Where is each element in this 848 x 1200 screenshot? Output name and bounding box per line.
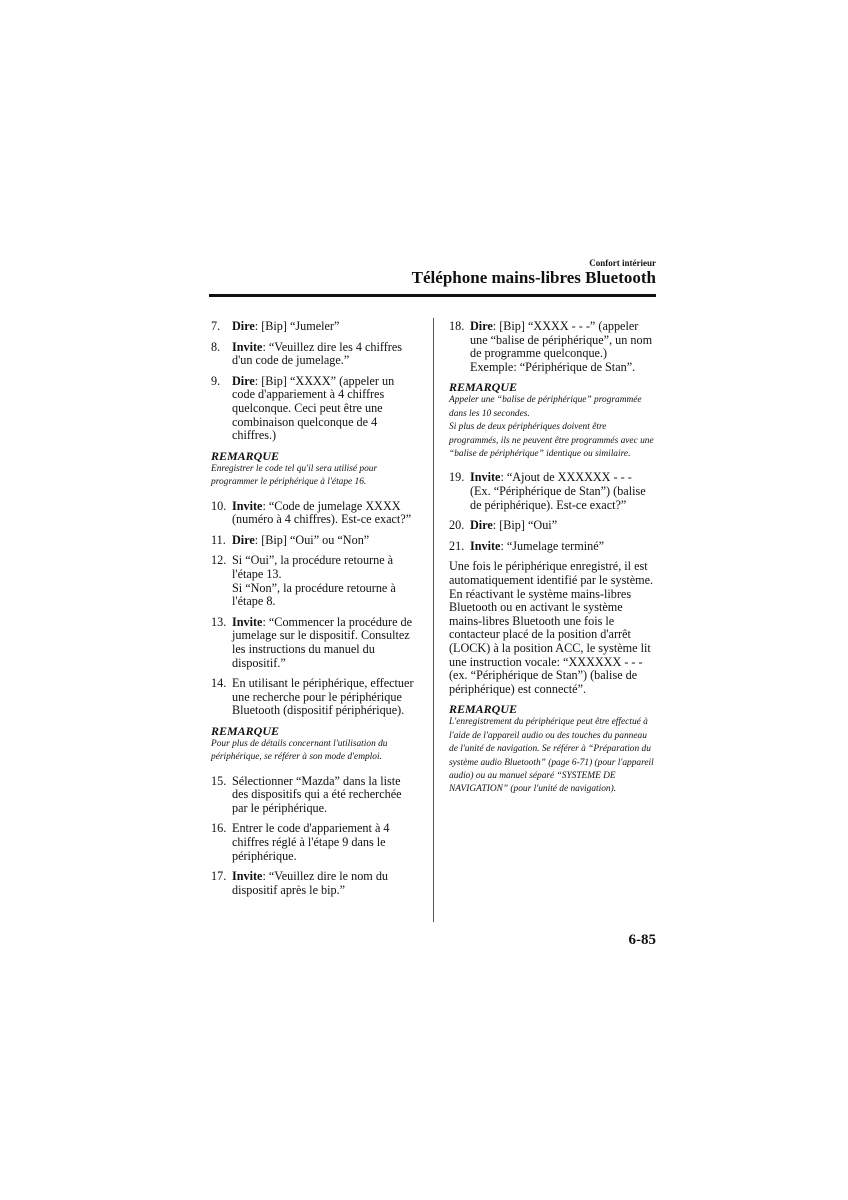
step-text: Sélectionner “Mazda” dans la liste des dispositifs qui a été recherchée par le périphérique.	[232, 773, 402, 815]
step-body: Si “Oui”, la procédure retourne à l'étape 13.	[232, 553, 394, 581]
step-number: 8.	[211, 339, 221, 354]
step-13	[211, 616, 419, 670]
note-line: Appeler une “balise de périphérique” programmée dans les 10 secondes.	[449, 395, 642, 419]
step-body: : [Bip] “XXXX - - -” (appeler une “balise de périphérique”, un nom de programme quelconque.)	[470, 319, 653, 361]
step-12	[211, 554, 419, 608]
step-label: Invite	[232, 498, 263, 513]
step-text	[232, 320, 419, 334]
step-body: : [Bip] “Jumeler”	[254, 319, 340, 333]
step-body: : “Code de jumelage XXXX (numéro à 4 chiffres). Est-ce exact?”	[232, 498, 412, 527]
step-body: : “Veuillez dire les 4 chiffres d'un code de jumelage.”	[232, 339, 403, 368]
step-text: Entrer le code d'appariement à 4 chiffres réglé à l'étape 9 dans le périphérique.	[232, 821, 390, 863]
note-heading: REMARQUE	[211, 448, 280, 463]
step-label: Dire	[232, 373, 255, 388]
step-label: Invite	[470, 470, 501, 485]
step-body: : “Veuillez dire le nom du dispositif après le bip.”	[232, 869, 389, 897]
step-body: : “Commencer la procédure de jumelage sur le dispositif. Consultez les instructions du manuel du dispositif.”	[232, 614, 413, 670]
step-number: 15.	[211, 773, 227, 788]
right-column	[449, 320, 655, 807]
step-20	[449, 519, 655, 533]
step-17	[211, 870, 419, 897]
step-body: : “Jumelage terminé”	[500, 538, 605, 553]
step-text	[232, 616, 419, 670]
step-number: 7.	[211, 319, 221, 333]
step-text: En utilisant le périphérique, effectuer une recherche pour le périphérique Bluetooth (dispositif périphérique).	[232, 676, 414, 718]
step-number: 21.	[449, 538, 465, 553]
page-number: 6-85	[628, 932, 656, 948]
step-number: 16.	[211, 821, 227, 836]
step-text	[232, 375, 419, 443]
step-text	[470, 540, 655, 554]
step-number: 19.	[449, 470, 465, 485]
note-heading: REMARQUE	[449, 380, 518, 395]
step-body: : [Bip] “Oui” ou “Non”	[254, 532, 370, 547]
step-text	[232, 870, 419, 897]
step-example: Exemple: “Périphérique de Stan”.	[470, 359, 636, 374]
step-text	[232, 554, 419, 608]
step-body: : [Bip] “Oui”	[492, 518, 558, 533]
step-body: : [Bip] “XXXX” (appeler un code d'appariement à 4 chiffres quelconque. Ceci peut être une combinaison quelconque de 4 chiffres.)	[232, 373, 395, 443]
step-text	[470, 519, 655, 533]
step-number: 11.	[211, 532, 226, 547]
step-text	[470, 320, 655, 374]
section-label: Confort intérieur	[589, 258, 656, 268]
note-heading: REMARQUE	[449, 702, 518, 717]
step-10	[211, 500, 419, 527]
step-16	[211, 822, 419, 863]
step-21	[449, 540, 655, 554]
note-heading: REMARQUE	[211, 723, 280, 738]
step-text	[232, 500, 419, 527]
step-19	[449, 471, 655, 512]
step-label: Invite	[232, 339, 263, 354]
step-number: 13.	[211, 614, 227, 629]
step-number: 12.	[211, 553, 227, 568]
step-14	[211, 677, 419, 718]
step-11	[211, 534, 419, 548]
step-label: Invite	[232, 869, 263, 884]
step-body: : “Ajout de XXXXXX - - - (Ex. “Périphérique de Stan”) (balise de périphérique). Est-ce exact?”	[470, 470, 646, 512]
step-label: Dire	[232, 319, 255, 333]
note-text: L'enregistrement du périphérique peut être effectué à l'aide de l'appareil audio ou des touches du panneau de l'unité de navigation. Se référer à “Préparation du système audio Bluetooth” (page 6-71) (pour l'appareil audio) ou au manuel séparé “SYSTEME DE NAVIGATION” (pour l'unité de navigation).	[449, 717, 654, 795]
step-number: 14.	[211, 676, 227, 691]
step-text	[232, 534, 419, 548]
step-label: Invite	[470, 538, 501, 553]
step-7	[211, 320, 419, 334]
note-text: Enregistrer le code tel qu'il sera utilisé pour programmer le périphérique à l'étape 16.	[211, 463, 378, 488]
step-18	[449, 320, 655, 374]
step-label: Invite	[232, 614, 263, 629]
note-text: Pour plus de détails concernant l'utilisation du périphérique, se référer à son mode d'emploi.	[211, 738, 388, 763]
step-number: 10.	[211, 498, 227, 513]
page-title: Téléphone mains-libres Bluetooth	[411, 268, 656, 287]
step-label: Dire	[470, 518, 493, 533]
step-number: 9.	[211, 373, 221, 388]
step-text	[232, 341, 419, 368]
note-line: Si plus de deux périphériques doivent être programmés, ils ne peuvent être programmés avec une “balise de périphérique” identique ou similaire.	[449, 422, 654, 459]
step-label: Dire	[470, 319, 493, 333]
step-15	[211, 775, 419, 816]
body-paragraph: Une fois le périphérique enregistré, il est automatiquement identifié par le système. En réactivant le système mains-libres Bluetooth ou en activant le système mains-libres Bluetooth une fois le contacteur placé de la position d'arrêt (LOCK) à la position ACC, le système lit une instruction vocale: “XXXXXX - - - (ex. “Périphérique de Stan”) (balise de périphérique) est connecté”.	[449, 559, 654, 696]
note-text	[449, 394, 655, 461]
step-body: Si “Non”, la procédure retourne à l'étape 8.	[232, 580, 396, 609]
step-number: 20.	[449, 518, 465, 533]
column-divider	[433, 318, 434, 922]
step-number: 18.	[449, 319, 465, 333]
title-rule	[209, 294, 656, 297]
step-label: Dire	[232, 532, 255, 547]
left-column	[211, 320, 419, 904]
step-9	[211, 375, 419, 443]
step-text	[470, 471, 655, 512]
step-8	[211, 341, 419, 368]
step-number: 17.	[211, 869, 227, 884]
